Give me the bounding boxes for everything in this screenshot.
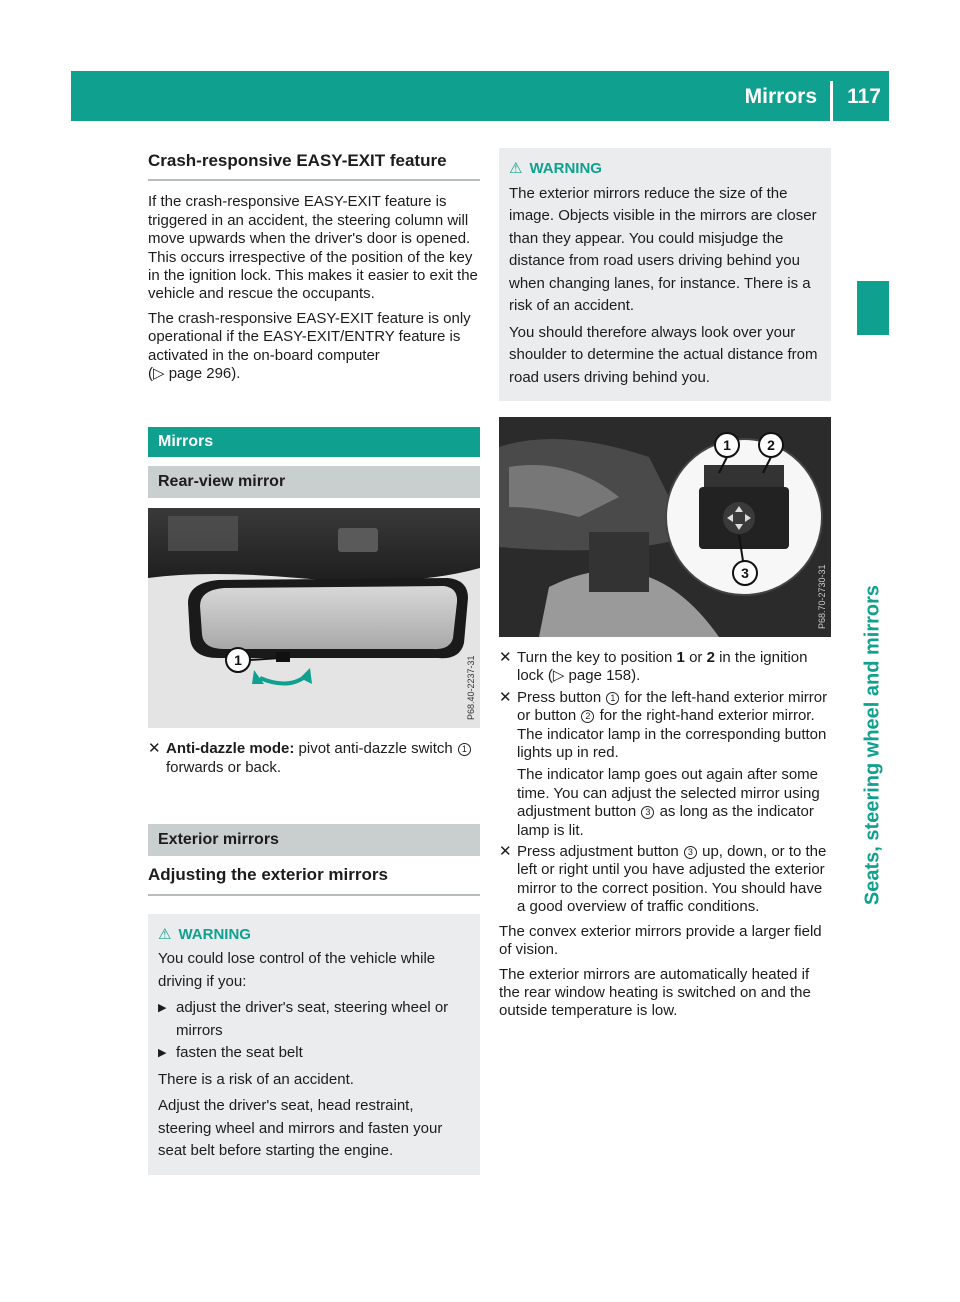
- warning-triangle-icon: ⚠: [158, 925, 172, 943]
- header-divider: [830, 81, 833, 121]
- step-2-text-c: for the right-hand exterior mirror.: [599, 707, 815, 725]
- step-arrow-icon: ✕: [499, 843, 512, 861]
- header-bar: [71, 71, 889, 121]
- warning-1-title: WARNING: [178, 925, 251, 943]
- warning-2-p1: The exterior mirrors reduce the size of the image. Objects visible in the mirrors are closer than they appear. You could misjudge the distance from road users driving behind you when changing lanes, for instance. There is a risk of an accident.: [509, 184, 817, 314]
- door-panel-photo: [499, 417, 831, 637]
- rearview-mirror-photo: [148, 508, 480, 728]
- step-1-or: or: [689, 649, 703, 666]
- warning-1-bullet: [158, 997, 470, 1042]
- rearview-section-header: Rear-view mirror: [148, 466, 480, 498]
- step-1-text-b: in the ignition lock (▷ page 158).: [517, 649, 808, 685]
- callout-2-icon: 2: [581, 710, 594, 723]
- warning-2-p2: You should therefore always look over your shoulder to determine the actual distance from road users driving behind you.: [509, 323, 818, 386]
- fig1-callout-1: 1: [234, 652, 242, 669]
- warning-box-1: [148, 914, 480, 1175]
- fig2-callout-2: 2: [767, 437, 775, 453]
- side-tab: [857, 281, 889, 335]
- heated-paragraph: The exterior mirrors are automatically heated if the rear window heating is switched on and the outside temperature is low.: [499, 965, 811, 1020]
- step-3-text-b: up, down, or to the left or right until you have adjusted the exterior mirror to the correct position. You should have a good overview of traffic conditions.: [517, 843, 827, 916]
- header-title: Mirrors: [744, 85, 817, 108]
- callout-3-icon: 3: [641, 806, 654, 819]
- step-2: [499, 689, 831, 840]
- left-column: [148, 152, 480, 1175]
- fig2-callout-1: 1: [723, 437, 731, 453]
- warning-1-bullet-text-0: adjust the driver's seat, steering wheel or mirrors: [176, 999, 449, 1039]
- antidazzle-text-a: pivot anti-dazzle switch: [298, 740, 453, 758]
- warning-1-bullet: [158, 1042, 470, 1065]
- step-2-text-a: Press button: [517, 688, 602, 706]
- step-1: [499, 649, 831, 686]
- step-3-text-a: Press adjustment button: [517, 843, 679, 861]
- step-2-text-e-b: as long as the indicator lamp is lit.: [517, 803, 814, 839]
- crash-heading: Crash-responsive EASY-EXIT feature: [148, 152, 480, 181]
- warning-2-title: WARNING: [529, 160, 602, 177]
- step-arrow-icon: ✕: [499, 688, 512, 706]
- warning-1-header: [158, 924, 470, 947]
- fig2-callout-3: 3: [741, 565, 749, 581]
- callout-1-icon: 1: [458, 743, 471, 756]
- side-chapter-label: Seats, steering wheel and mirrors: [861, 584, 884, 906]
- bullet-icon: ▶: [158, 1047, 167, 1060]
- step-arrow-icon: ✕: [499, 649, 512, 666]
- warning-1-p1: There is a risk of an accident.: [158, 1070, 354, 1088]
- crash-paragraph-2-text: The crash-responsive EASY-EXIT feature is only operational if the EASY-EXIT/ENTRY feature is activated in the on-board computer: [148, 309, 471, 364]
- bullet-icon: ▶: [158, 1002, 167, 1015]
- step-1-text-a: Turn the key to position: [517, 649, 673, 666]
- step-2-text-b: for the left-hand exterior mirror or button: [517, 688, 828, 725]
- warning-1-intro: You could lose control of the vehicle while driving if you:: [158, 950, 436, 990]
- crash-paragraph-2: [148, 310, 480, 384]
- fig1-code: P68.40-2237-31: [466, 655, 476, 721]
- fig2-code: P68.70-2730-31: [817, 564, 827, 629]
- warning-triangle-icon: ⚠: [509, 160, 523, 177]
- callout-1-icon: 1: [606, 692, 619, 705]
- adjust-heading: Adjusting the exterior mirrors: [148, 866, 480, 895]
- step-3: [499, 843, 831, 917]
- warning-box-2: [499, 148, 831, 401]
- convex-paragraph: The convex exterior mirrors provide a larger field of vision.: [499, 922, 822, 959]
- exterior-section-header: Exterior mirrors: [148, 824, 480, 856]
- antidazzle-label: Anti-dazzle mode:: [166, 740, 295, 758]
- step-arrow-icon: ✕: [148, 740, 161, 758]
- warning-1-p2: Adjust the driver's seat, head restraint, steering wheel and mirrors and fasten your seat belt before starting the engine.: [158, 1097, 443, 1160]
- antidazzle-text-b: forwards or back.: [166, 758, 282, 776]
- key-position-2: 2: [706, 649, 715, 666]
- crash-paragraph-1: If the crash-responsive EASY-EXIT feature is triggered in an accident, the steering column will move upwards when the driver's door is opened. This occurs irrespective of the position of the key in the ignition lock. This makes it easier to exit the vehicle and rescue the occupants.: [148, 193, 478, 303]
- step-2-text-d: The indicator lamp in the corresponding button lights up in red.: [517, 725, 827, 762]
- callout-3-icon: 3: [684, 846, 697, 859]
- mirrors-section-header: Mirrors: [148, 427, 480, 457]
- warning-1-bullet-text-1: fasten the seat belt: [176, 1044, 303, 1062]
- step-2-text-e: [517, 766, 831, 840]
- door-mirror-switch-illustration: [499, 417, 831, 637]
- page-number: 117: [847, 85, 881, 108]
- antidazzle-step: [148, 740, 480, 777]
- warning-2-header: [509, 158, 821, 181]
- step-2-text-e-a: The indicator lamp goes out again after some time. You can adjust the selected mirror using adjustment button: [517, 766, 820, 821]
- key-position-1: 1: [676, 649, 685, 666]
- rearview-mirror-illustration: [148, 508, 480, 728]
- page-ref-arrow: (▷: [148, 365, 165, 383]
- right-column: [499, 148, 831, 1027]
- page-ref-link[interactable]: page 296).: [168, 365, 241, 383]
